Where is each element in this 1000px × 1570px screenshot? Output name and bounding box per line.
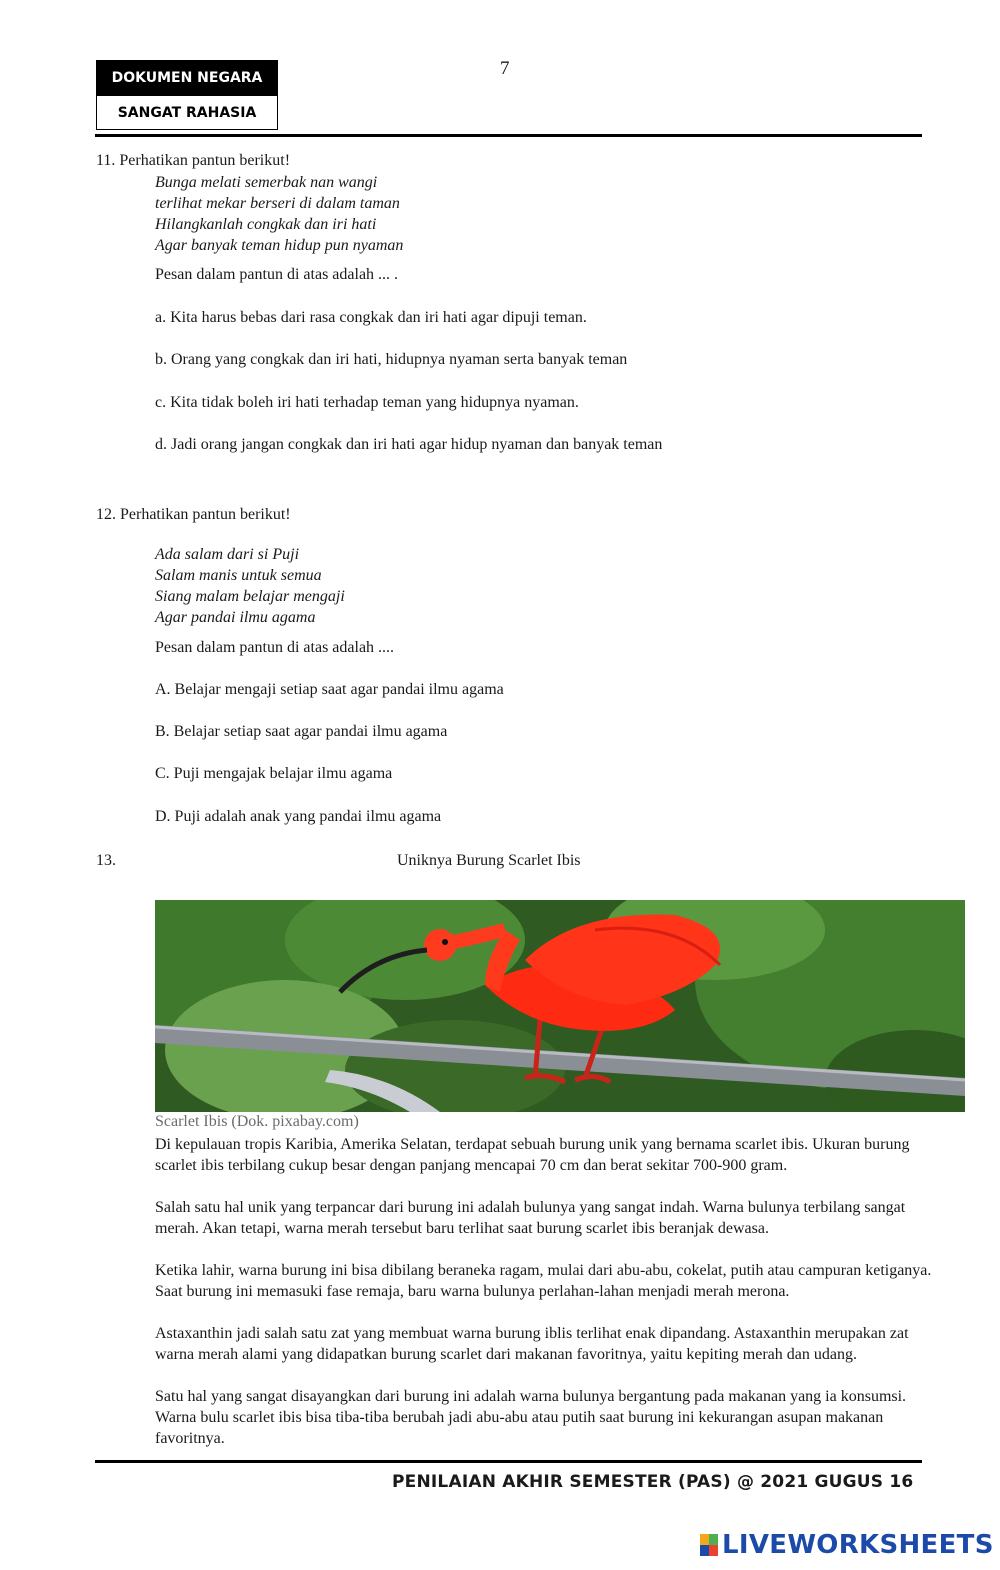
q12-option-a[interactable]: A. Belajar mengaji setiap saat agar pandai ilmu agama [155, 681, 504, 698]
q13-number: 13. [96, 852, 116, 869]
liveworksheets-wordmark: LIVEWORKSHEETS [722, 1530, 994, 1560]
q11-option-c[interactable]: c. Kita tidak boleh iri hati terhadap teman yang hidupnya nyaman. [155, 394, 579, 411]
q12-option-b[interactable]: B. Belajar setiap saat agar pandai ilmu agama [155, 723, 448, 740]
q11-question: Pesan dalam pantun di atas adalah ... . [155, 266, 399, 283]
q11-poem-line: Agar banyak teman hidup pun nyaman [155, 237, 404, 254]
liveworksheets-brand[interactable] [700, 1530, 994, 1560]
q12-option-c[interactable]: C. Puji mengajak belajar ilmu agama [155, 765, 393, 782]
header-label-dokumen-negara: DOKUMEN NEGARA [96, 60, 278, 96]
scarlet-ibis-photo [155, 900, 965, 1112]
article-paragraph: Ketika lahir, warna burung ini bisa dibilang beraneka ragam, mulai dari abu-abu, cokelat, putih atau campuran ketiganya. Saat burung ini memasuki fase remaja, baru warna bulunya perlahan-lahan menjadi merah merona. [155, 1262, 932, 1300]
q12-poem-line: Ada salam dari si Puji [155, 546, 300, 563]
article-paragraph: Astaxanthin jadi salah satu zat yang membuat warna burung iblis terlihat enak dipandang. Astaxanthin merupakan zat warna merah alami yang didapatkan burung scarlet dari makanan favoritnya, yaitu kepiting merah dan udang. [155, 1325, 909, 1363]
header-label-sangat-rahasia: SANGAT RAHASIA [96, 96, 278, 130]
q11-poem-line: terlihat mekar berseri di dalam taman [155, 195, 400, 212]
header-divider [95, 134, 922, 137]
liveworksheets-logo-icon [700, 1534, 718, 1556]
image-caption: Scarlet Ibis (Dok. pixabay.com) [155, 1113, 359, 1130]
article-paragraph: Di kepulauan tropis Karibia, Amerika Selatan, terdapat sebuah burung unik yang bernama scarlet ibis. Ukuran burung scarlet ibis terbilang cukup besar dengan panjang mencapai 70 cm dan berat sekitar 700-900 gram. [155, 1136, 910, 1174]
q11-poem-line: Bunga melati semerbak nan wangi [155, 174, 378, 191]
q12-option-d[interactable]: D. Puji adalah anak yang pandai ilmu agama [155, 808, 442, 825]
q11-option-b[interactable]: b. Orang yang congkak dan iri hati, hidupnya nyaman serta banyak teman [155, 351, 628, 368]
q12-poem-line: Salam manis untuk semua [155, 567, 322, 584]
q12-prompt: 12. Perhatikan pantun berikut! [96, 506, 291, 523]
article-paragraph: Satu hal yang sangat disayangkan dari burung ini adalah warna bulunya bergantung pada makanan yang ia konsumsi. Warna bulu scarlet ibis bisa tiba-tiba berubah jadi abu-abu atau putih saat burung ini kekurangan asupan makanan favoritnya. [155, 1388, 907, 1447]
article-paragraph: Salah satu hal unik yang terpancar dari burung ini adalah bulunya yang sangat indah. Warna bulunya terbilang sangat merah. Akan tetapi, warna merah tersebut baru terlihat saat burung scarlet ibis beranjak dewasa. [155, 1199, 906, 1237]
q12-question: Pesan dalam pantun di atas adalah .... [155, 639, 395, 656]
q11-option-a[interactable]: a. Kita harus bebas dari rasa congkak dan iri hati agar dipuji teman. [155, 309, 587, 326]
footer-exam-label: PENILAIAN AKHIR SEMESTER (PAS) @ 2021 GUGUS 16 [392, 1472, 914, 1492]
page-number: 7 [500, 58, 510, 79]
q13-title: Uniknya Burung Scarlet Ibis [397, 852, 581, 869]
q11-option-d[interactable]: d. Jadi orang jangan congkak dan iri hati agar hidup nyaman dan banyak teman [155, 436, 663, 453]
q11-poem-line: Hilangkanlah congkak dan iri hati [155, 216, 377, 233]
q12-poem-line: Siang malam belajar mengaji [155, 588, 345, 605]
footer-divider [95, 1460, 922, 1463]
q12-poem-line: Agar pandai ilmu agama [155, 609, 316, 626]
q11-prompt: 11. Perhatikan pantun berikut! [96, 152, 291, 169]
